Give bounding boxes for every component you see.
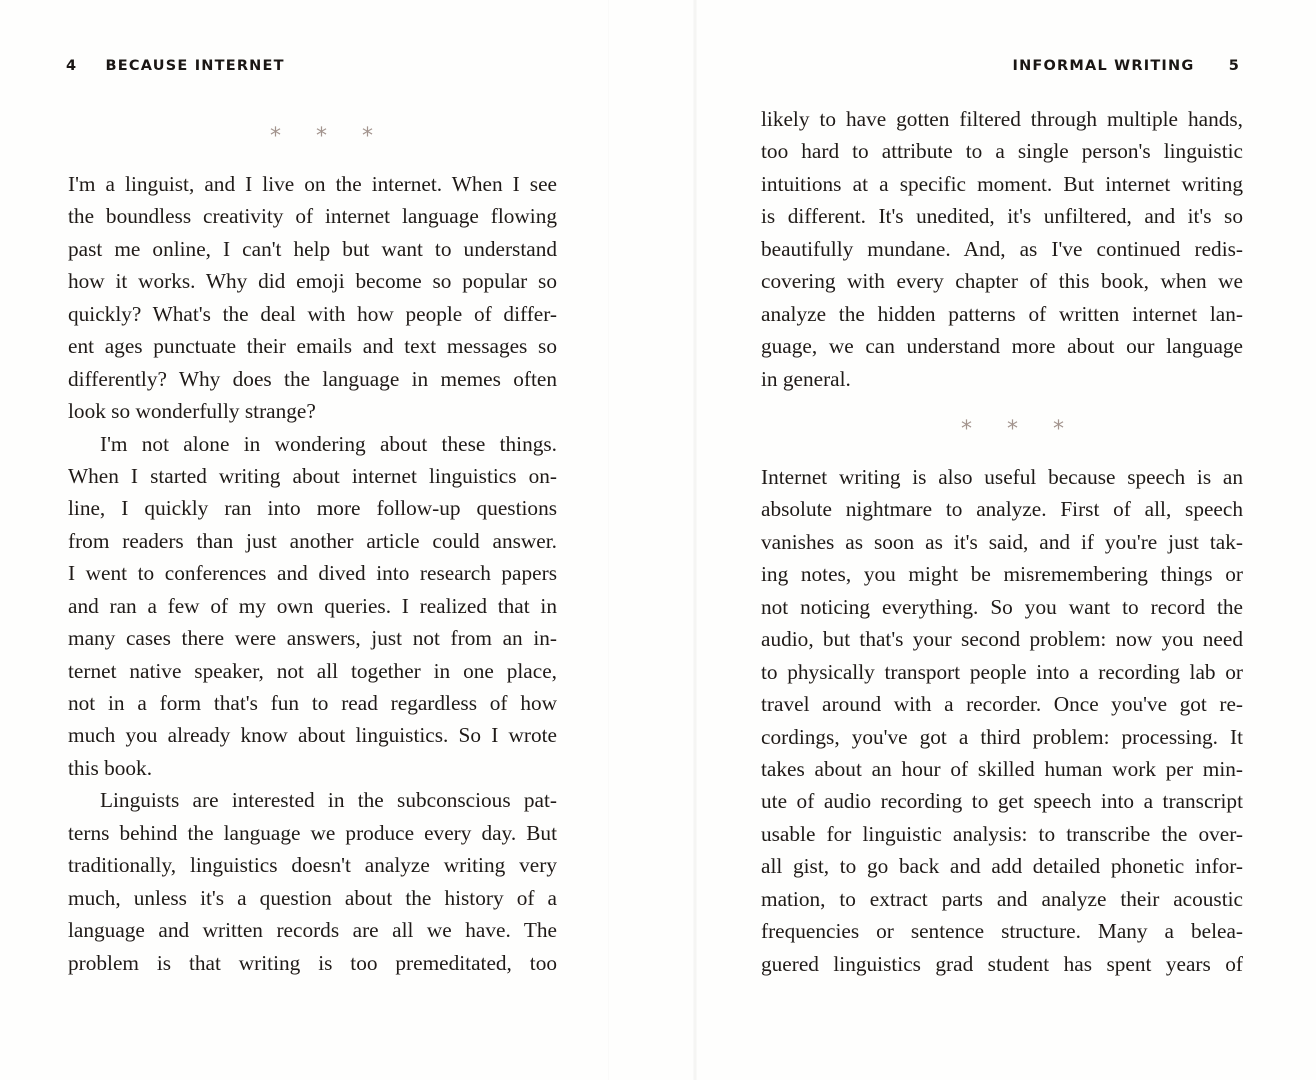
text-line: intuitions at a specific moment. But internet writing [761,171,1243,196]
text-line: When I started writing about internet linguistics on- [68,463,557,488]
text-line: likely to have gotten filtered through multiple hands, [761,107,1243,131]
text-line: ing notes, you might be misremembering things or [761,562,1243,587]
text-line: I went to conferences and dived into research papers [68,561,557,586]
section-break-ornament: * * * [270,124,387,149]
paragraph [68,784,557,979]
paragraph [761,461,1243,980]
text-line: past me online, I can't help but want to understand [68,236,557,261]
text-line: Internet writing is also useful because speech is an [761,465,1243,489]
text-line: from readers than just another article could answer. [68,528,557,553]
text-line: guage, we can understand more about our language [761,334,1243,359]
text-line: usable for linguistic analysis: to transcribe the over- [761,821,1243,846]
text-line: cordings, you've got a third problem: processing. It [761,724,1243,749]
text-line: frequencies or sentence structure. Many a belea- [761,919,1243,944]
paragraph [761,103,1243,395]
right-body-text-section [761,461,1243,980]
text-line: in general. [761,366,851,391]
text-line: quickly? What's the deal with how people of differ- [68,301,557,326]
text-line: beautifully mundane. And, as I've continued redis- [761,236,1243,261]
text-line: I'm not alone in wondering about these things. [100,431,557,456]
text-line: covering with every chapter of this book, when we [761,269,1243,294]
text-line: ute of audio recording to get speech into a transcript [761,789,1243,814]
text-line: not noticing everything. So you want to record the [761,594,1243,619]
text-line: not in a form that's fun to read regardless of how [68,691,557,715]
text-line: much, unless it's a question about the history of a [68,885,557,910]
page-number-left: 4 [66,58,78,74]
page-number-right: 5 [1228,58,1240,74]
text-line: analyze the hidden patterns of written internet lan- [761,301,1243,326]
text-line: traditionally, linguistics doesn't analyze writing very [68,853,557,878]
text-line: look so wonderfully strange? [68,399,316,424]
text-line: vanishes as soon as it's said, and if you're just tak- [761,529,1243,554]
paragraph [68,428,557,785]
text-line: absolute nightmare to analyze. First of all, speech [761,497,1243,522]
text-line: and ran a few of my own queries. I realized that in [68,593,557,618]
text-line: is different. It's unedited, it's unfiltered, and it's so [761,204,1243,229]
text-line: mation, to extract parts and analyze their acoustic [761,886,1243,911]
text-line: all gist, to go back and add detailed phonetic infor- [761,854,1243,879]
text-line: differently? Why does the language in memes often [68,366,557,391]
text-line: I'm a linguist, and I live on the internet. When I see [68,172,557,196]
chapter-title-head: INFORMAL WRITING [1012,58,1195,74]
text-line: language and written records are all we have. The [68,918,557,943]
paragraph [68,168,557,428]
text-line: to physically transport people into a recording lab or [761,659,1243,684]
text-line: terns behind the language we produce every day. But [68,820,557,845]
text-line: guered linguistics grad student has spent years of [761,951,1243,976]
book-title-head: BECAUSE INTERNET [105,58,285,74]
text-line: ent ages punctuate their emails and text messages so [68,334,557,359]
text-line: line, I quickly ran into more follow-up questions [68,496,557,521]
section-break-ornament: * * * [961,417,1078,442]
text-line: ternet native speaker, not all together in one place, [68,658,557,683]
text-line: too hard to attribute to a single person's linguistic [761,139,1243,164]
text-line: audio, but that's your second problem: now you need [761,627,1243,652]
right-body-text-continued [761,103,1243,395]
text-line: problem is that writing is too premeditated, too [68,950,557,975]
right-page [697,0,1316,1080]
text-line: the boundless creativity of internet language flowing [68,204,557,229]
left-running-head [66,58,285,74]
text-line: many cases there were answers, just not from an in- [68,626,557,651]
left-body-text [68,168,557,979]
text-line: takes about an hour of skilled human work per min- [761,756,1243,781]
text-line: much you already know about linguistics. So I wrote [68,723,557,748]
text-line: how it works. Why did emoji become so popular so [68,269,557,294]
text-line: this book. [68,755,153,780]
text-line: Linguists are interested in the subconscious pat- [100,788,557,813]
right-running-head [1013,58,1241,74]
text-line: travel around with a recorder. Once you've got re- [761,692,1243,717]
